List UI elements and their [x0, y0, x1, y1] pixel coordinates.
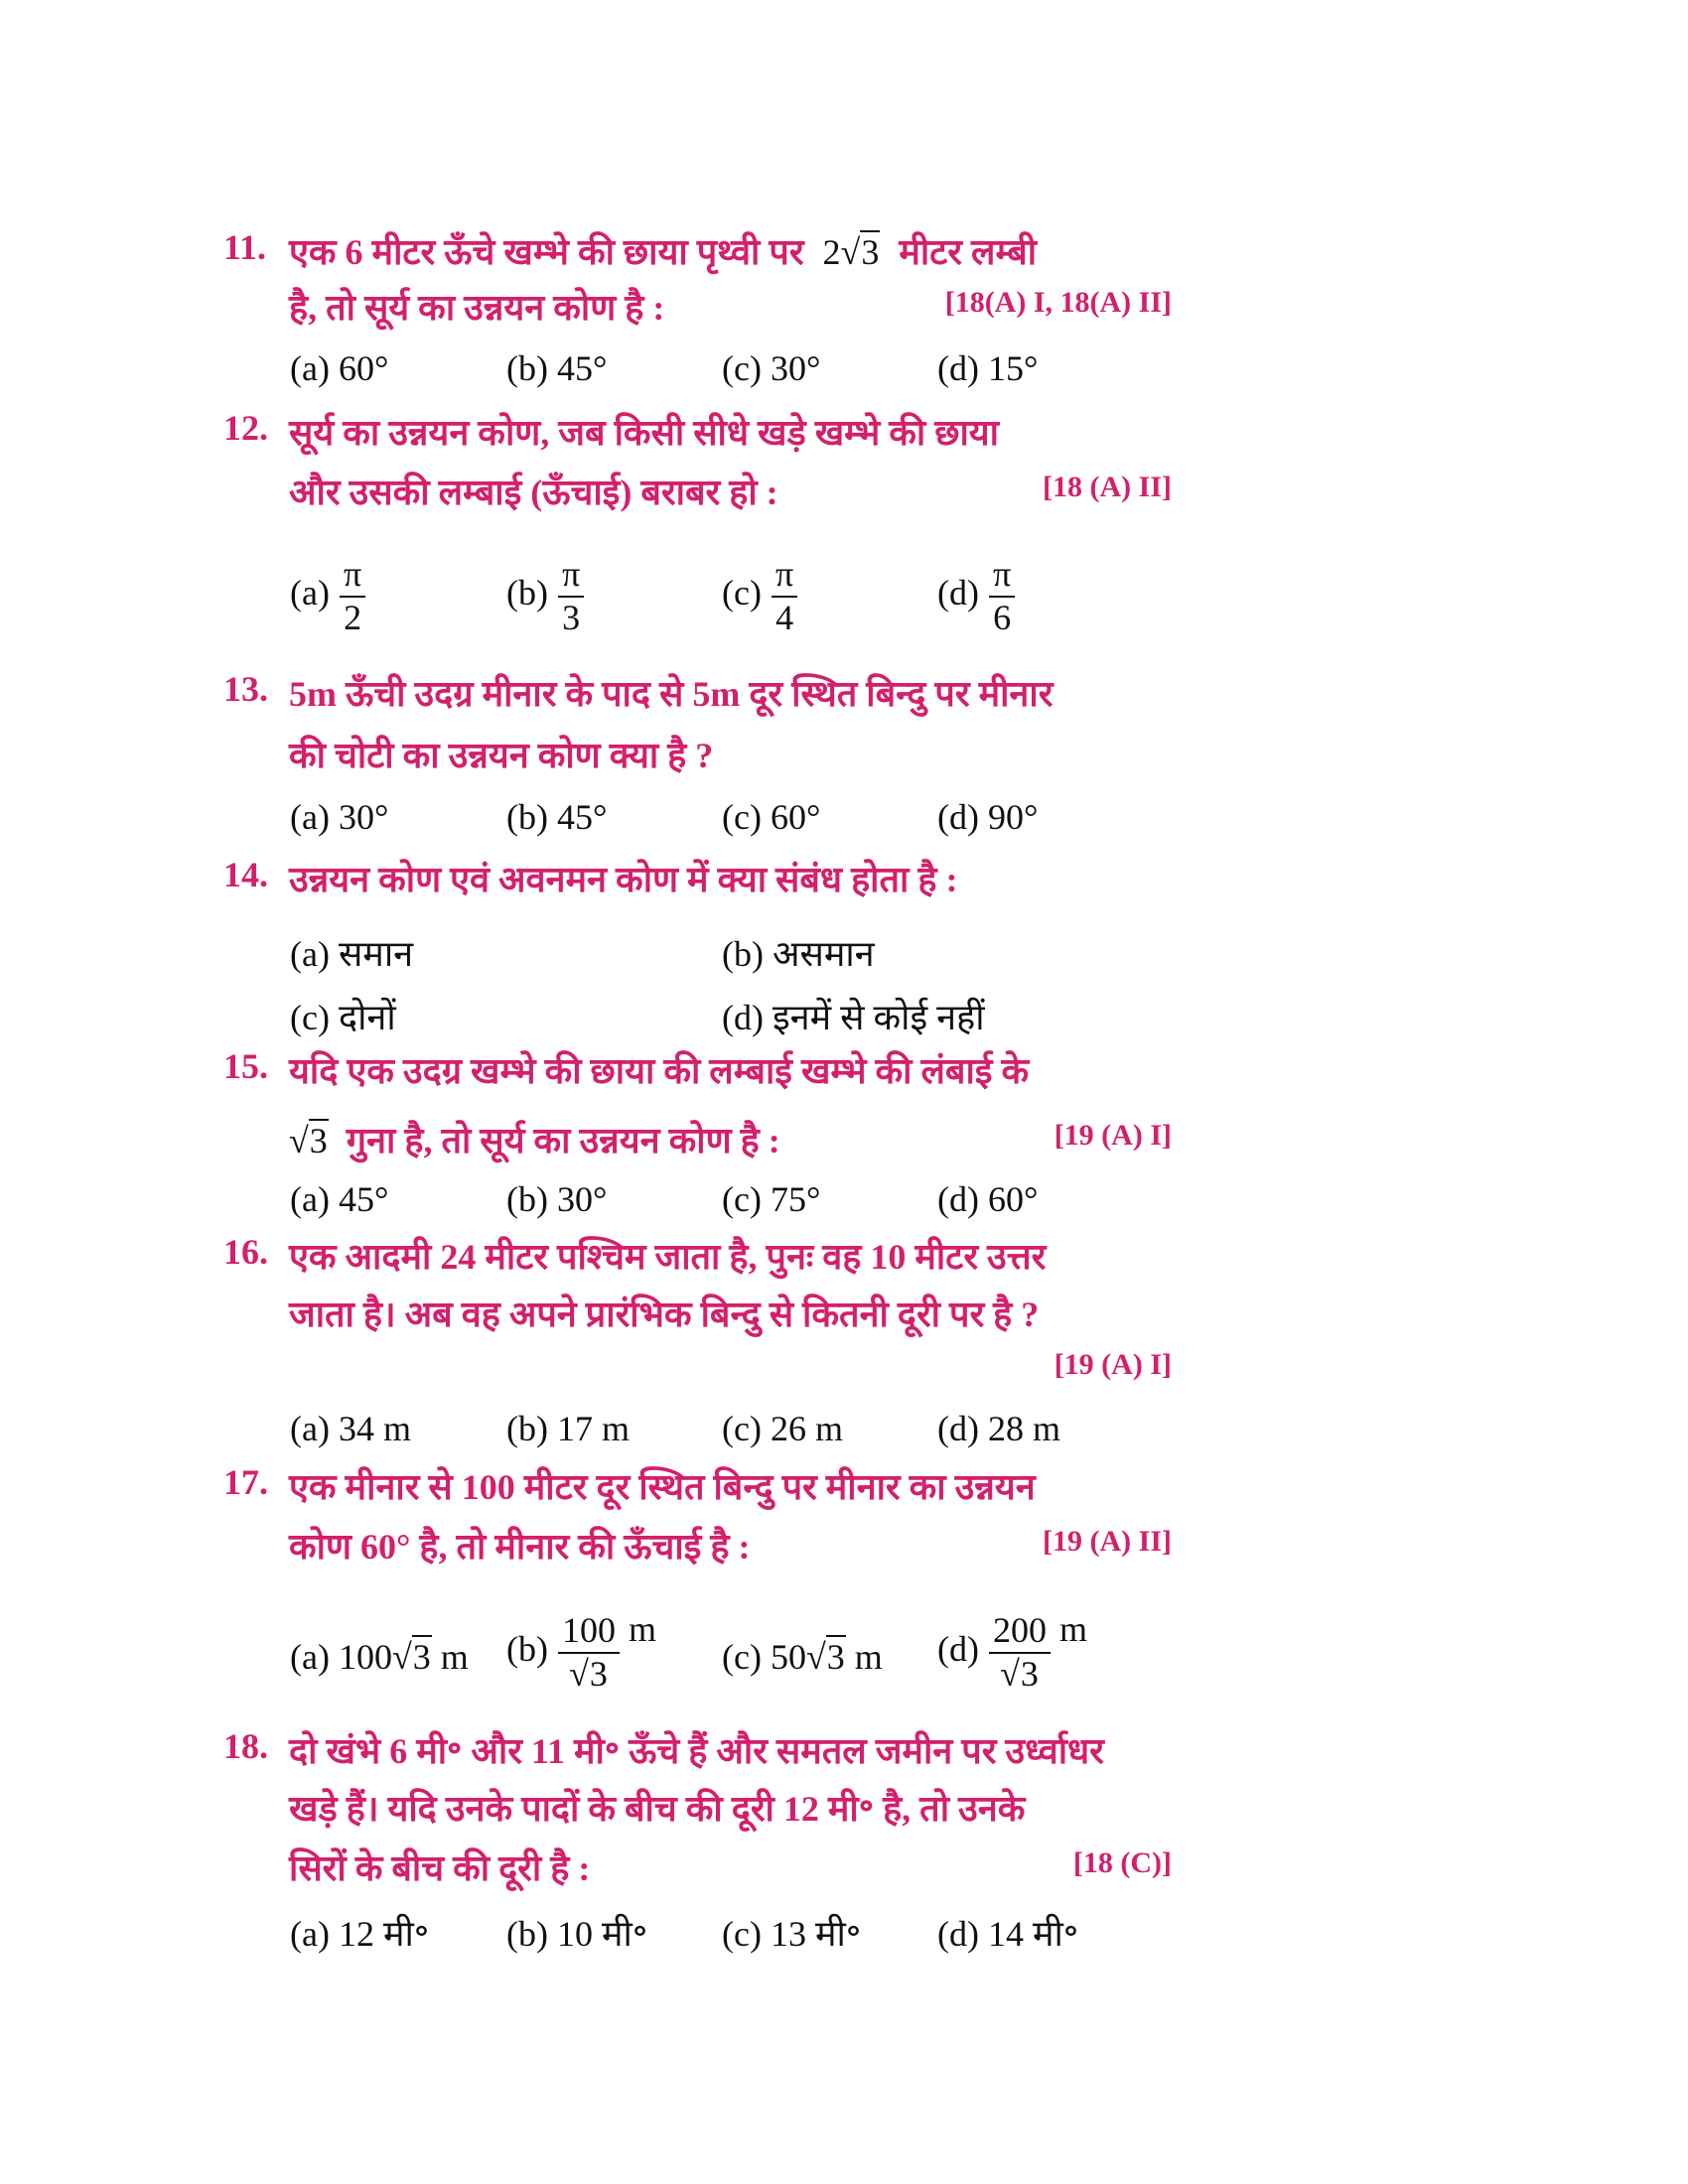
fraction: [558, 556, 584, 637]
option-a: [290, 1408, 411, 1449]
coefficient: 100: [338, 1637, 392, 1677]
option-label: (d): [937, 1409, 979, 1448]
option-label: (a): [290, 348, 330, 388]
option-label: (c): [290, 998, 330, 1037]
unit: m: [1058, 1609, 1087, 1649]
option-label: (d): [937, 573, 979, 614]
question-number: 12.: [223, 408, 268, 448]
option-label: (b): [506, 1409, 548, 1448]
option-b: [506, 556, 584, 637]
numerator: 100: [558, 1612, 620, 1654]
question-text: एक 6 मीटर ऊँचे खम्भे की छाया पृथ्वी पर: [289, 232, 804, 272]
option-d: [937, 347, 1038, 389]
option-d: [937, 1178, 1038, 1220]
question-text-line: उन्नयन कोण एवं अवनमन कोण में क्या संबंध होता है :: [289, 860, 958, 899]
denominator: 3: [562, 597, 581, 637]
option-value: 14 मी॰: [987, 1914, 1079, 1954]
option-a: [290, 347, 388, 389]
option-label: (d): [937, 1629, 979, 1669]
option-c: [722, 347, 820, 389]
question-text-line: की चोटी का उन्नयन कोण क्या है ?: [289, 736, 714, 775]
fraction: [558, 1609, 620, 1694]
option-value: असमान: [772, 934, 875, 974]
option-label: (a): [290, 934, 330, 974]
option-label: (a): [290, 1409, 330, 1448]
option-value: 60°: [770, 797, 821, 837]
option-c: [290, 992, 396, 1040]
exam-reference: [18 (A) II]: [1043, 471, 1172, 503]
sqrt-symbol: √3: [569, 1653, 608, 1694]
exam-reference: [19 (A) I]: [1054, 1119, 1172, 1152]
question-text-line: सूर्य का उन्नयन कोण, जब किसी सीधे खड़े खम्भे की छाया: [289, 413, 999, 453]
option-d: [722, 992, 985, 1040]
numerator: π: [558, 556, 584, 598]
denominator: [569, 1654, 609, 1694]
denominator: [1000, 1654, 1040, 1694]
option-value: इनमें से कोई नहीं: [772, 998, 985, 1037]
sqrt-symbol: √3: [805, 1637, 845, 1677]
option-label: (c): [722, 573, 762, 614]
option-d: [937, 556, 1015, 637]
unit: m: [854, 1637, 883, 1677]
math-expression: [823, 232, 881, 272]
option-a: [290, 796, 388, 838]
option-value: 90°: [987, 797, 1039, 837]
exam-reference: [19 (A) I]: [1054, 1348, 1172, 1381]
question-text: मीटर लम्बी: [899, 232, 1038, 272]
unit: m: [628, 1609, 656, 1649]
option-b: [506, 1608, 656, 1694]
option-label: (a): [290, 1914, 330, 1954]
sqrt-symbol: √3: [1000, 1653, 1039, 1694]
question-number: 11.: [223, 227, 267, 267]
option-a: [290, 1178, 388, 1220]
option-value: 45°: [556, 348, 608, 388]
radicand: 3: [1020, 1653, 1039, 1694]
option-label: (c): [722, 1409, 762, 1448]
question-text-line: [289, 226, 1172, 275]
option-label: (d): [722, 998, 764, 1037]
option-label: (a): [290, 797, 330, 837]
exam-reference: [19 (A) II]: [1043, 1525, 1172, 1558]
option-label: (b): [722, 934, 764, 974]
option-b: [506, 796, 607, 838]
option-d: [937, 1408, 1060, 1449]
option-value: 60°: [987, 1179, 1039, 1219]
sqrt-symbol: √3: [289, 1121, 328, 1160]
option-a: [290, 1636, 469, 1678]
question-text-line: दो खंभे 6 मी॰ और 11 मी॰ ऊँचे हैं और समतल जमीन पर उर्ध्वाधर: [289, 1731, 1104, 1771]
option-label: (b): [506, 1629, 548, 1669]
option-label: (c): [722, 797, 762, 837]
question-number: 16.: [223, 1232, 268, 1272]
question-text-line: और उसकी लम्बाई (ऊँचाई) बराबर हो :: [289, 473, 778, 512]
option-c: [722, 1636, 883, 1678]
option-value: 26 m: [770, 1409, 843, 1448]
option-c: [722, 1908, 861, 1957]
option-label: (c): [722, 1637, 762, 1677]
option-label: (b): [506, 573, 548, 614]
option-a: [290, 556, 365, 637]
option-label: (c): [722, 348, 762, 388]
numerator: π: [340, 556, 365, 598]
question-number: 17.: [223, 1462, 268, 1502]
option-d: [937, 1608, 1087, 1694]
fraction: [989, 1609, 1051, 1694]
option-value: 60°: [338, 348, 389, 388]
option-value: 13 मी॰: [770, 1914, 862, 1954]
option-value: 34 m: [338, 1409, 411, 1448]
option-label: (a): [290, 573, 330, 614]
option-label: (b): [506, 348, 548, 388]
option-b: [506, 1408, 630, 1449]
option-label: (a): [290, 1637, 330, 1677]
option-label: (c): [722, 1914, 762, 1954]
radicand: 3: [826, 1637, 845, 1677]
option-label: (b): [506, 1179, 548, 1219]
exam-reference: [18 (C)]: [1072, 1846, 1172, 1879]
numerator: π: [989, 556, 1015, 598]
question-number: 14.: [223, 855, 268, 894]
radicand: 3: [861, 232, 880, 272]
question-text-line: एक आदमी 24 मीटर पश्चिम जाता है, पुनः वह 10 मीटर उत्तर: [289, 1237, 1047, 1277]
option-c: [722, 556, 797, 637]
option-b: [722, 928, 875, 977]
question-text: गुना है, तो सूर्य का उन्नयन कोण है :: [346, 1121, 780, 1160]
numerator: π: [772, 556, 797, 598]
question-text-line: सिरों के बीच की दूरी है :: [289, 1848, 591, 1888]
coefficient: 2: [822, 232, 841, 272]
option-b: [506, 1178, 607, 1220]
option-value: 30°: [770, 348, 821, 388]
option-label: (b): [506, 797, 548, 837]
sqrt-symbol: √3: [840, 232, 880, 272]
question-text-line: [289, 1115, 1172, 1163]
option-value: 45°: [338, 1179, 389, 1219]
option-value: 30°: [338, 797, 389, 837]
fraction: [772, 556, 797, 637]
radicand: 3: [309, 1121, 328, 1160]
option-label: (d): [937, 797, 979, 837]
option-label: (b): [506, 1914, 548, 1954]
fraction: [989, 556, 1015, 637]
denominator: 6: [993, 597, 1012, 637]
fraction: [340, 556, 365, 637]
option-value: 10 मी॰: [556, 1914, 648, 1954]
coefficient: 50: [770, 1637, 806, 1677]
option-label: (d): [937, 1914, 979, 1954]
question-number: 13.: [223, 669, 268, 709]
numerator: 200: [989, 1612, 1051, 1654]
option-value: 75°: [770, 1179, 821, 1219]
option-d: [937, 1908, 1078, 1957]
option-a: [290, 928, 413, 977]
unit: m: [440, 1637, 469, 1677]
option-c: [722, 1408, 843, 1449]
question-text: है, तो सूर्य का उन्नयन कोण है :: [289, 288, 665, 328]
option-d: [937, 796, 1038, 838]
question-text-line: एक मीनार से 100 मीटर दूर स्थित बिन्दु पर मीनार का उन्नयन: [289, 1467, 1036, 1507]
question-text-line: 5m ऊँची उदग्र मीनार के पाद से 5m दूर स्थित बिन्दु पर मीनार: [289, 674, 1054, 714]
denominator: 2: [344, 597, 362, 637]
question-text-line: कोण 60° है, तो मीनार की ऊँचाई है :: [289, 1527, 751, 1567]
option-c: [722, 796, 820, 838]
radicand: 3: [412, 1637, 431, 1677]
question-number: 18.: [223, 1726, 268, 1766]
option-value: 45°: [556, 797, 608, 837]
option-value: 17 m: [556, 1409, 630, 1448]
option-label: (d): [937, 348, 979, 388]
option-label: (d): [937, 1179, 979, 1219]
radicand: 3: [589, 1653, 608, 1694]
option-label: (c): [722, 1179, 762, 1219]
option-b: [506, 347, 607, 389]
option-a: [290, 1908, 429, 1957]
option-value: 15°: [987, 348, 1039, 388]
question-text-line: खड़े हैं। यदि उनके पादों के बीच की दूरी 12 मी॰ है, तो उनके: [289, 1789, 1026, 1829]
option-value: 12 मी॰: [338, 1914, 430, 1954]
option-value: 28 m: [987, 1409, 1060, 1448]
option-value: दोनों: [338, 998, 396, 1037]
question-number: 15.: [223, 1046, 268, 1086]
option-value: समान: [338, 934, 414, 974]
option-b: [506, 1908, 647, 1957]
question-text-line: जाता है। अब वह अपने प्रारंभिक बिन्दु से कितनी दूरी पर है ?: [289, 1295, 1040, 1334]
sqrt-symbol: √3: [391, 1637, 431, 1677]
question-text-line: यदि एक उदग्र खम्भे की छाया की लम्बाई खम्भे की लंबाई के: [289, 1051, 1030, 1091]
option-label: (a): [290, 1179, 330, 1219]
exam-reference: [18(A) I, 18(A) II]: [944, 286, 1172, 319]
option-value: 30°: [556, 1179, 608, 1219]
denominator: 4: [775, 597, 794, 637]
option-c: [722, 1178, 820, 1220]
